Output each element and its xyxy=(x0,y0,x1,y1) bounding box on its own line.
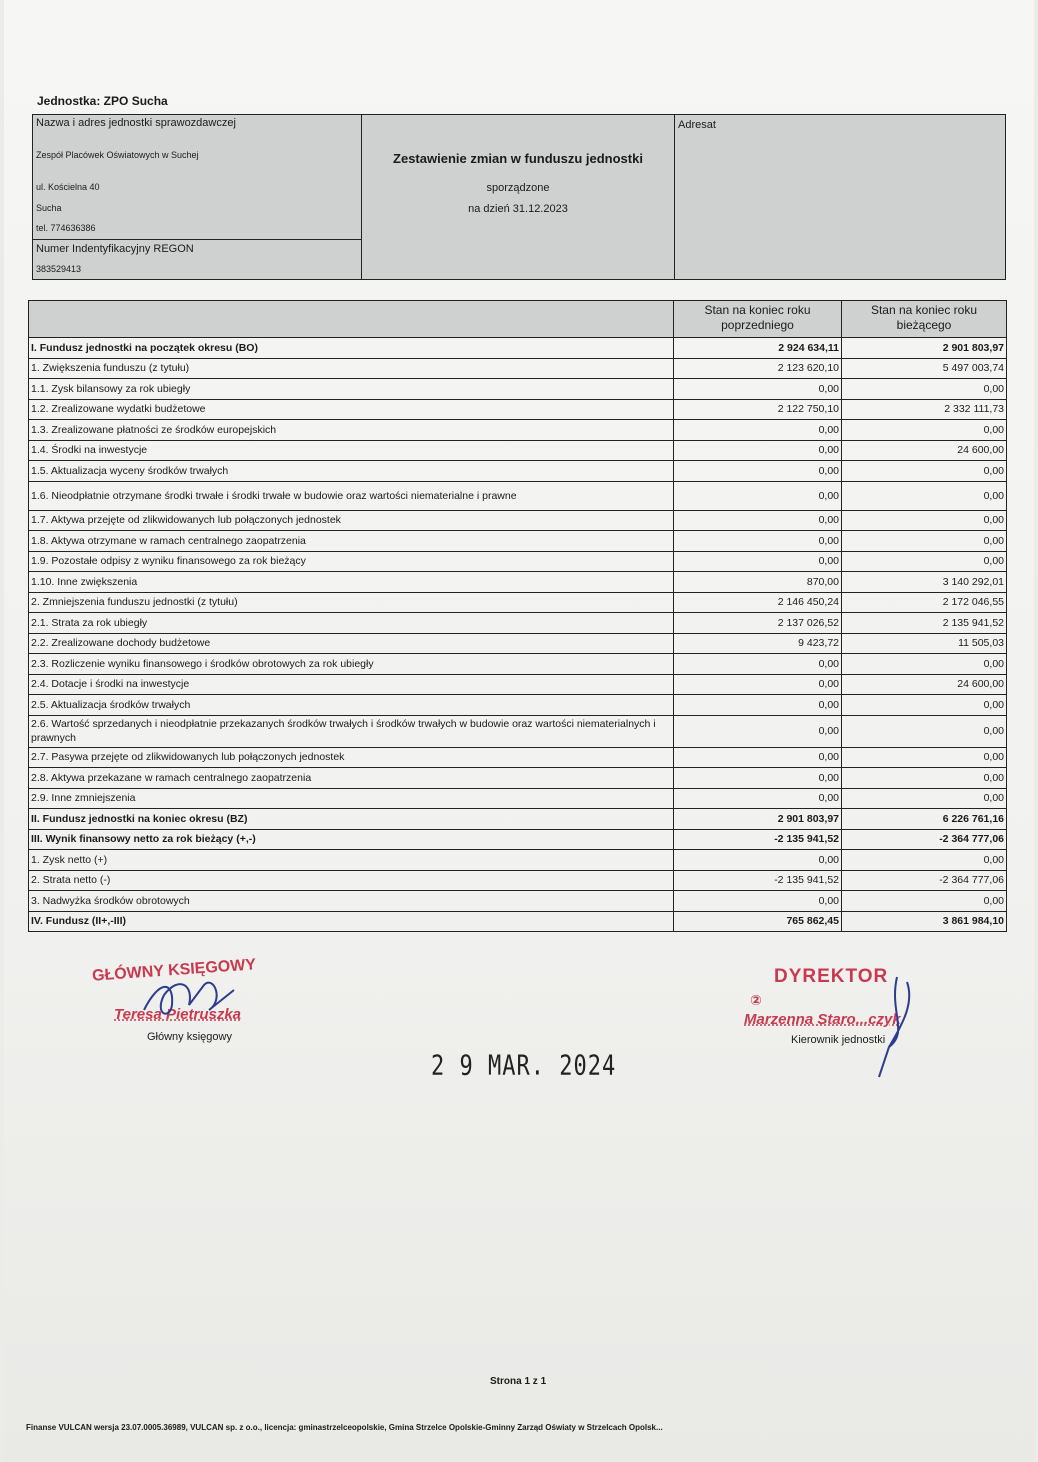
table-row xyxy=(29,911,1007,932)
table-row xyxy=(29,809,1007,830)
report-title-box xyxy=(361,114,675,280)
row-label: 2.6. Wartość sprzedanych i nieodpłatnie przekazanych środków trwałych i środków trwałych w budowie oraz wartości niematerialnych i prawnych xyxy=(29,715,674,747)
row-prev-value: 2 137 026,52 xyxy=(674,613,842,634)
row-curr-value: 0,00 xyxy=(842,510,1007,531)
chief-accountant-signature xyxy=(134,975,244,1025)
row-curr-value: 2 901 803,97 xyxy=(842,338,1007,359)
row-curr-value: 24 600,00 xyxy=(842,440,1007,461)
row-label: 1.1. Zysk bilansowy za rok ubiegły xyxy=(29,379,674,400)
chief-accountant-name: Teresa Pietruszka xyxy=(114,1006,242,1023)
table-row xyxy=(29,510,1007,531)
row-label: 1. Zysk netto (+) xyxy=(29,850,674,871)
chief-accountant-stamp: GŁÓWNY KSIĘGOWY xyxy=(91,956,257,985)
row-prev-value: 765 862,45 xyxy=(674,911,842,932)
row-curr-value: 0,00 xyxy=(842,531,1007,552)
header-description xyxy=(29,301,674,338)
row-prev-value: 0,00 xyxy=(674,379,842,400)
page-number: Strona 1 z 1 xyxy=(490,1376,547,1387)
row-label: IV. Fundusz (II+,-III) xyxy=(29,911,674,932)
row-label: 1.10. Inne zwiększenia xyxy=(29,572,674,593)
chief-accountant-role: Główny księgowy xyxy=(147,1031,232,1043)
table-row xyxy=(29,338,1007,359)
row-curr-value: 0,00 xyxy=(842,551,1007,572)
table-row xyxy=(29,891,1007,912)
row-label: III. Wynik finansowy netto za rok bieżący (+,-) xyxy=(29,829,674,850)
table-row xyxy=(29,788,1007,809)
row-label: 1.9. Pozostałe odpisy z wyniku finansowego za rok bieżący xyxy=(29,551,674,572)
addressee-box xyxy=(674,114,1006,280)
regon-divider xyxy=(33,239,362,240)
row-prev-value: 2 924 634,11 xyxy=(674,338,842,359)
director-name: Marzenna Staro...czyk xyxy=(744,1011,901,1028)
row-curr-value: 0,00 xyxy=(842,379,1007,400)
report-prepared: sporządzone xyxy=(486,182,550,194)
row-label: 2.4. Dotacje i środki na inwestycje xyxy=(29,674,674,695)
report-title: Zestawienie zmian w funduszu jednostki xyxy=(393,151,643,166)
reporting-unit-caption: Nazwa i adres jednostki sprawozdawczej xyxy=(36,117,236,129)
row-curr-value: 0,00 xyxy=(842,788,1007,809)
row-prev-value: -2 135 941,52 xyxy=(674,870,842,891)
row-curr-value: 2 135 941,52 xyxy=(842,613,1007,634)
row-label: 2.5. Aktualizacja środków trwałych xyxy=(29,695,674,716)
table-row xyxy=(29,399,1007,420)
row-curr-value: 3 861 984,10 xyxy=(842,911,1007,932)
row-prev-value: 0,00 xyxy=(674,654,842,675)
date-stamp: 2 9 MAR. 2024 xyxy=(431,1050,617,1083)
row-label: 1.2. Zrealizowane wydatki budżetowe xyxy=(29,399,674,420)
addressee-caption: Adresat xyxy=(678,119,716,131)
row-label: 2.9. Inne zmniejszenia xyxy=(29,788,674,809)
row-label: 2.7. Pasywa przejęte od zlikwidowanych lub połączonych jednostek xyxy=(29,747,674,768)
row-curr-value: -2 364 777,06 xyxy=(842,829,1007,850)
table-row xyxy=(29,420,1007,441)
director-stamp: DYREKTOR xyxy=(774,966,889,987)
table-row xyxy=(29,829,1007,850)
row-curr-value: 2 332 111,73 xyxy=(842,399,1007,420)
header-curr-year: Stan na koniec roku bieżącego xyxy=(842,301,1007,338)
row-prev-value: 0,00 xyxy=(674,551,842,572)
row-curr-value: 0,00 xyxy=(842,481,1007,510)
table-row xyxy=(29,613,1007,634)
table-row xyxy=(29,358,1007,379)
reporting-unit-box xyxy=(32,114,362,280)
row-prev-value: 0,00 xyxy=(674,420,842,441)
row-prev-value: 0,00 xyxy=(674,674,842,695)
row-curr-value: 0,00 xyxy=(842,420,1007,441)
row-prev-value: 0,00 xyxy=(674,850,842,871)
row-curr-value: 3 140 292,01 xyxy=(842,572,1007,593)
table-row xyxy=(29,633,1007,654)
row-label: 2.2. Zrealizowane dochody budżetowe xyxy=(29,633,674,654)
row-prev-value: 2 122 750,10 xyxy=(674,399,842,420)
row-prev-value: 0,00 xyxy=(674,531,842,552)
row-curr-value: -2 364 777,06 xyxy=(842,870,1007,891)
row-label: 2. Strata netto (-) xyxy=(29,870,674,891)
row-prev-value: 0,00 xyxy=(674,695,842,716)
row-prev-value: 2 123 620,10 xyxy=(674,358,842,379)
row-label: 2.8. Aktywa przekazane w ramach centralnego zaopatrzenia xyxy=(29,768,674,789)
row-label: 1.6. Nieodpłatnie otrzymane środki trwałe i środki trwałe w budowie oraz wartości niematerialne i prawne xyxy=(29,481,674,510)
row-label: 3. Nadwyżka środków obrotowych xyxy=(29,891,674,912)
row-label: 1. Zwiększenia funduszu (z tytułu) xyxy=(29,358,674,379)
row-label: 1.4. Środki na inwestycje xyxy=(29,440,674,461)
table-row xyxy=(29,551,1007,572)
row-prev-value: 0,00 xyxy=(674,788,842,809)
table-row xyxy=(29,674,1007,695)
row-label: 1.3. Zrealizowane płatności ze środków europejskich xyxy=(29,420,674,441)
row-prev-value: 0,00 xyxy=(674,461,842,482)
unit-phone: tel. 774636386 xyxy=(36,223,96,233)
table-row xyxy=(29,572,1007,593)
table-row xyxy=(29,481,1007,510)
regon-label: Numer Indentyfikacyjny REGON xyxy=(36,243,194,255)
row-curr-value: 24 600,00 xyxy=(842,674,1007,695)
table-row xyxy=(29,379,1007,400)
table-row xyxy=(29,715,1007,747)
row-prev-value: 2 901 803,97 xyxy=(674,809,842,830)
row-label: 2.3. Rozliczenie wyniku finansowego i środków obrotowych za rok ubiegły xyxy=(29,654,674,675)
row-prev-value: 870,00 xyxy=(674,572,842,593)
document-page xyxy=(4,0,1034,1462)
fund-changes-table xyxy=(28,300,1007,932)
row-curr-value: 5 497 003,74 xyxy=(842,358,1007,379)
row-curr-value: 0,00 xyxy=(842,747,1007,768)
row-label: II. Fundusz jednostki na koniec okresu (BZ) xyxy=(29,809,674,830)
regon-value: 383529413 xyxy=(36,264,82,274)
table-header-row xyxy=(29,301,1007,338)
table-row xyxy=(29,654,1007,675)
table-row xyxy=(29,870,1007,891)
row-prev-value: 0,00 xyxy=(674,715,842,747)
row-curr-value: 0,00 xyxy=(842,891,1007,912)
table-row xyxy=(29,695,1007,716)
director-role: Kierownik jednostki xyxy=(791,1034,886,1046)
table-row xyxy=(29,531,1007,552)
unit-city: Sucha xyxy=(36,203,62,213)
row-label: 2.1. Strata za rok ubiegły xyxy=(29,613,674,634)
row-prev-value: 0,00 xyxy=(674,891,842,912)
row-label: 1.5. Aktualizacja wyceny środków trwałych xyxy=(29,461,674,482)
row-prev-value: 9 423,72 xyxy=(674,633,842,654)
row-prev-value: 2 146 450,24 xyxy=(674,592,842,613)
row-prev-value: 0,00 xyxy=(674,768,842,789)
row-curr-value: 0,00 xyxy=(842,715,1007,747)
row-prev-value: 0,00 xyxy=(674,440,842,461)
table-row xyxy=(29,747,1007,768)
row-curr-value: 0,00 xyxy=(842,850,1007,871)
unit-street: ul. Kościelna 40 xyxy=(36,182,100,192)
header-prev-year: Stan na koniec roku poprzedniego xyxy=(674,301,842,338)
row-curr-value: 0,00 xyxy=(842,768,1007,789)
stamp-mark-icon: ② xyxy=(750,992,762,1008)
row-curr-value: 6 226 761,16 xyxy=(842,809,1007,830)
row-curr-value: 0,00 xyxy=(842,654,1007,675)
row-label: 1.7. Aktywa przejęte od zlikwidowanych lub połączonych jednostek xyxy=(29,510,674,531)
row-prev-value: 0,00 xyxy=(674,481,842,510)
table-row xyxy=(29,440,1007,461)
unit-name: Zespół Placówek Oświatowych w Suchej xyxy=(36,150,199,160)
software-footer: Finanse VULCAN wersja 23.07.0005.36989, VULCAN sp. z o.o., licencja: gminastrzelceopolskie, Gmina Strzelce Opolskie-Gminny Zarząd Oświaty w Strzelcach Opolsk... xyxy=(26,1423,663,1432)
table-row xyxy=(29,850,1007,871)
director-signature xyxy=(859,972,919,1082)
row-curr-value: 0,00 xyxy=(842,461,1007,482)
row-prev-value: 0,00 xyxy=(674,747,842,768)
row-curr-value: 2 172 046,55 xyxy=(842,592,1007,613)
row-label: 1.8. Aktywa otrzymane w ramach centralnego zaopatrzenia xyxy=(29,531,674,552)
row-curr-value: 0,00 xyxy=(842,695,1007,716)
table-row xyxy=(29,768,1007,789)
row-prev-value: 0,00 xyxy=(674,510,842,531)
table-row xyxy=(29,461,1007,482)
report-date: na dzień 31.12.2023 xyxy=(468,203,568,215)
row-label: I. Fundusz jednostki na początek okresu (BO) xyxy=(29,338,674,359)
row-curr-value: 11 505,03 xyxy=(842,633,1007,654)
table-row xyxy=(29,592,1007,613)
unit-label: Jednostka: ZPO Sucha xyxy=(37,94,168,108)
row-label: 2. Zmniejszenia funduszu jednostki (z tytułu) xyxy=(29,592,674,613)
row-prev-value: -2 135 941,52 xyxy=(674,829,842,850)
